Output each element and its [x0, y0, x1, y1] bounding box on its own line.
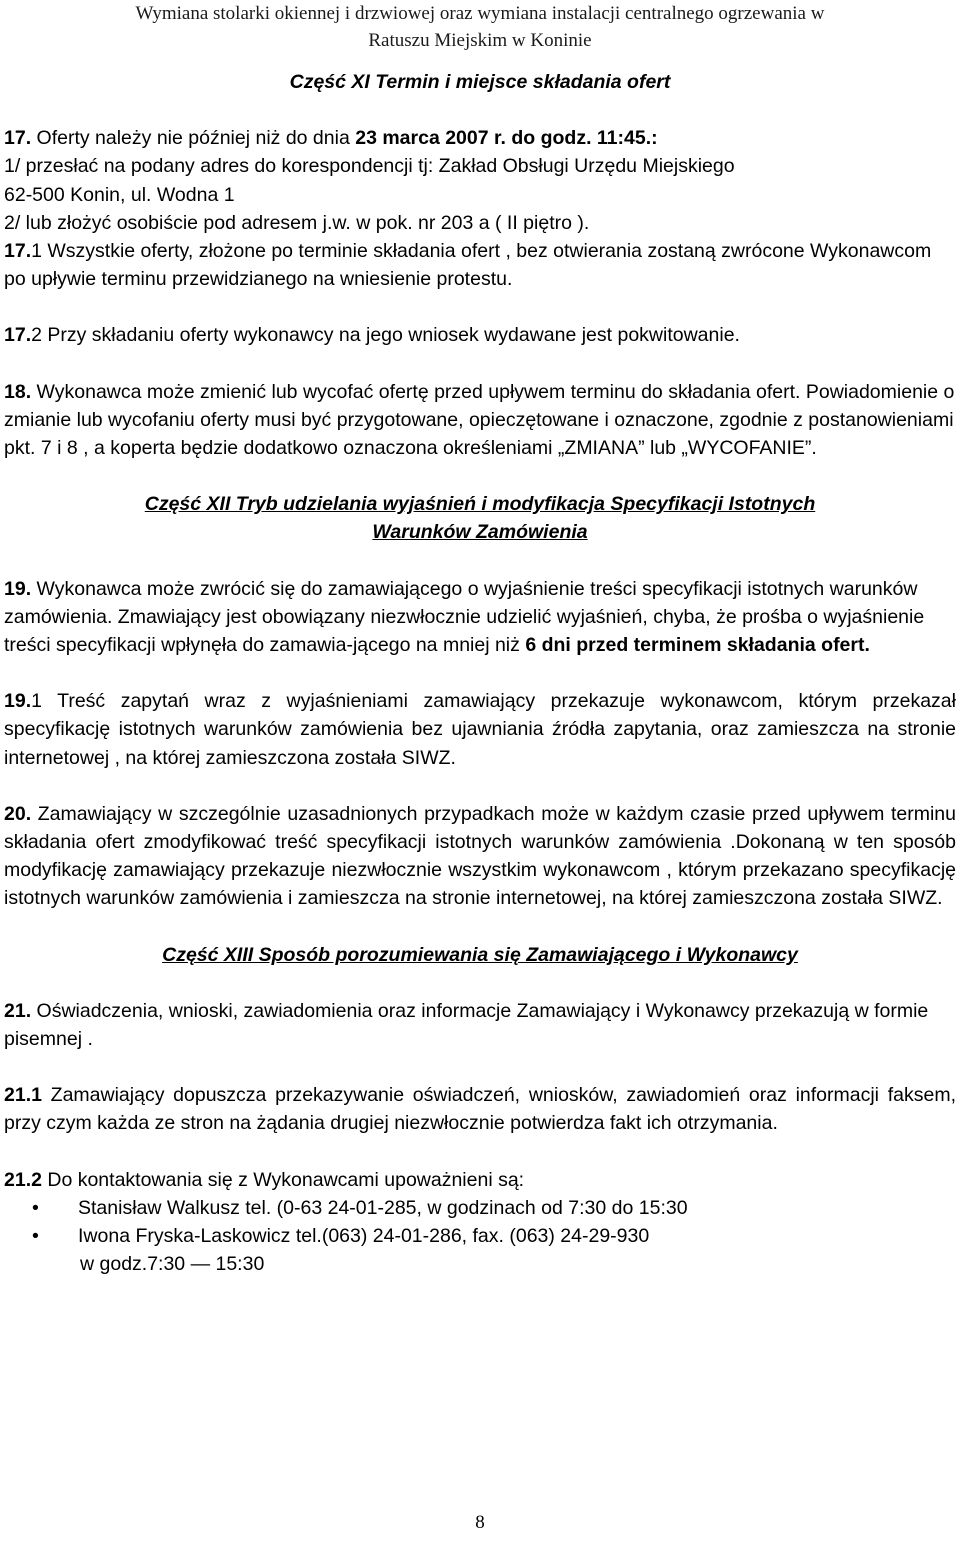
paragraph-19: [4, 575, 956, 660]
paragraph-21: [4, 997, 956, 1053]
paragraph-17: [4, 124, 956, 152]
paragraph-17-1-number: 17.: [4, 240, 32, 263]
paragraph-21-1-text: Zamawiający dopuszcza przekazywanie oświadczeń, wniosków, zawiadomień oraz informacji faksem, przy czym każda ze stron na żądania drugiej niezwłocznie potwierdza fakt ich otrzymania.: [4, 1084, 956, 1135]
paragraph-17-line-2: 62-500 Konin, ul. Wodna 1: [4, 183, 235, 206]
paragraph-17-1-text: 1 Wszystkie oferty, złożone po terminie składania ofert , bez otwierania zostaną zwrócone Wykonawcom po upływie terminu przewidzianego na wniesienie protestu.: [4, 240, 932, 291]
paragraph-17-line-1: 1/ przesłać na podany adres do korespondencji tj: Zakład Obsługi Urzędu Miejskiego: [4, 155, 735, 178]
paragraph-19-1-number: 19.: [4, 690, 32, 713]
bullet-icon: •: [32, 1225, 39, 1248]
paragraph-20-number: 20.: [4, 802, 32, 825]
paragraph-21-1-number: 21.1: [4, 1084, 42, 1107]
paragraph-20: [4, 800, 956, 913]
list-item: [4, 1222, 956, 1250]
list-item: [4, 1194, 956, 1222]
paragraph-21-1: [4, 1081, 956, 1137]
paragraph-21-2-number: 21.2: [4, 1168, 42, 1191]
section-12-title-line-1: Część XII Tryb udzielania wyjaśnień i modyfikacja Specyfikacji Istotnych: [144, 493, 816, 516]
paragraph-21-2: [4, 1166, 956, 1194]
contact-2: Iwona Fryska-Laskowicz tel.(063) 24-01-286, fax. (063) 24-29-930: [78, 1225, 650, 1248]
header-line-2: Ratuszu Miejskim w Koninie: [368, 30, 592, 51]
paragraph-19-text: Wykonawca może zwrócić się do zamawiającego o wyjaśnienie treści specyfikacji istotnych warunków zamówienia. Zmawiający jest obowiązany niezwłocznie udzielić wyjaśnień, chyba, że prośba o wyjaśnienie treści specyfikacji wpłynęła do zamawia-jącego na mniej niż: [4, 577, 925, 657]
paragraph-19-deadline: 6 dni przed terminem składania ofert.: [525, 634, 870, 657]
section-11-title: Część XI Termin i miejsce składania ofert: [289, 71, 671, 93]
contact-1: Stanisław Walkusz tel. (0-63 24-01-285, w godzinach od 7:30 do 15:30: [78, 1196, 688, 1219]
bullet-icon: •: [32, 1196, 39, 1219]
paragraph-17-2-number: 17.: [4, 324, 32, 347]
document-header: [0, 0, 960, 54]
page-number: 8: [475, 1512, 485, 1533]
paragraph-18-text: Wykonawca może zmienić lub wycofać ofertę przed upływem terminu do składania ofert. Powiadomienie o zmianie lub wycofaniu oferty musi być przygotowane, opieczętowane i oznaczone, zgodnie z postanowieniami pkt. 7 i 8 , a koperta będzie dodatkowo oznaczona określeniami „ZMIANA” lub „WYCOFANIE”.: [4, 380, 955, 460]
paragraph-17-text: Oferty należy nie później niż do dnia: [31, 127, 356, 150]
section-13-title: Część XIII Sposób porozumiewania się Zamawiającego i Wykonawcy: [162, 943, 798, 966]
paragraph-19-number: 19.: [4, 577, 32, 600]
paragraph-17-1: [4, 237, 956, 293]
paragraph-21-text: Oświadczenia, wnioski, zawiadomienia oraz informacje Zamawiający i Wykonawcy przekazują w formie pisemnej .: [4, 999, 929, 1051]
paragraph-17-2-text: 2 Przy składaniu oferty wykonawcy na jego wniosek wydawane jest pokwitowanie.: [31, 324, 740, 347]
paragraph-17-number: 17.: [4, 127, 32, 150]
contact-2-hours: w godz.7:30 — 15:30: [80, 1253, 265, 1276]
paragraph-21-2-text: Do kontaktowania się z Wykonawcami upoważnieni są:: [41, 1168, 525, 1191]
paragraph-20-text: Zamawiający w szczególnie uzasadnionych przypadkach może w każdym czasie przed upływem terminu składania ofert zmodyfikować treść specyfikacji istotnych warunków zamówienia .Dokonaną w ten sposób modyfikację zamawiający przekazuje niezwłocznie wszystkim wykonawcom , którym przekazano specyfikację istotnych warunków zamówienia i zamieszcza na stronie internetowej, na której zamieszczona została SIWZ.: [4, 802, 956, 910]
paragraph-18: [4, 378, 956, 463]
paragraph-21-number: 21.: [4, 999, 32, 1022]
document-body: [4, 68, 956, 1279]
paragraph-17-2: [4, 321, 956, 349]
paragraph-19-1: [4, 687, 956, 772]
section-12-title-line-2: Warunków Zamówienia: [372, 521, 588, 544]
contact-list: [4, 1194, 956, 1250]
paragraph-18-number: 18.: [4, 380, 32, 403]
paragraph-17-line-3: 2/ lub złożyć osobiście pod adresem j.w. w pok. nr 203 a ( II piętro ).: [4, 211, 590, 234]
header-line-1: Wymiana stolarki okiennej i drzwiowej oraz wymiana instalacji centralnego ogrzewania w: [135, 3, 825, 24]
paragraph-17-deadline: 23 marca 2007 r. do godz. 11:45.:: [355, 127, 658, 150]
paragraph-19-1-text: 1 Treść zapytań wraz z wyjaśnieniami zamawiający przekazuje wykonawcom, którym przekazał specyfikację istotnych warunków zamówienia bez ujawniania źródła zapytania, oraz zamieszcza na stronie internetowej , na której zamieszczona została SIWZ.: [4, 690, 956, 769]
